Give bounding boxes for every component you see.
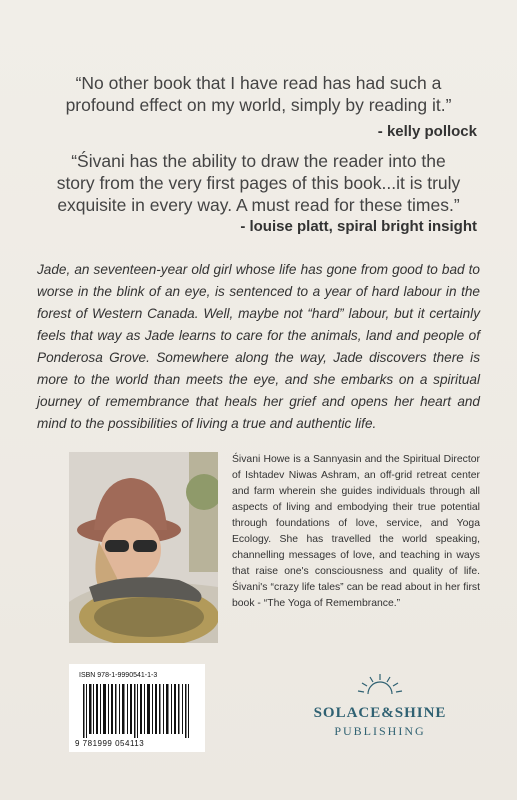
quote-1-author: - kelly pollock (377, 123, 477, 140)
publisher-name: SOLACE&SHINE (313, 705, 447, 721)
author-photo-illustration (69, 452, 218, 643)
barcode (69, 664, 205, 752)
quote-1: “No other book that I have read has had such a profound effect on my world, simply by reading it.” (65, 73, 452, 115)
barcode-bars (77, 684, 197, 738)
isbn-label: ISBN 978-1-9990541-1-3 (79, 672, 158, 679)
book-blurb: Jade, an seventeen-year old girl whose life has gone from good to bad to worse in the blink of an eye, is sentenced to a year of hard labour in the forest of Western Canada. Well, maybe not “hard” labour, but it certainly feels that way as Jade learns to care for the animals, land and people of Ponderosa Grove. Somewhere along the way, Jade discovers there is more to the world than meets the eye, and she embarks on a spiritual journey of remembrance that heals her grief and opens her heart and mind to the possibilities of living a true and authentic life. (37, 262, 480, 431)
quote-2: “Śivani has the ability to draw the reader into the story from the very first pages of this book...it is truly exquisite in every way. A must read for these times.” (56, 151, 461, 215)
publisher-sub: PUBLISHING (334, 724, 426, 738)
sunrise-icon (350, 672, 410, 696)
quote-2-author: - louise platt, spiral bright insight (240, 218, 477, 235)
barcode-digits: 9 781999 054113 (75, 739, 145, 748)
publisher-logo (295, 672, 465, 739)
author-bio: Śivani Howe is a Sannyasin and the Spiritual Director of Ishtadev Niwas Ashram, an off-grid retreat center and farm wherein she guides individuals through all aspects of living and embodying their true potential through foundations of love, service, and Yoga Ecology. She has travelled the world speaking, channelling messages of love, and teaching in ways that raise one's consciousness and quality of life. Śivani's “crazy life tales” can be read about in her first book - “The Yoga of Remembrance.” (232, 454, 480, 609)
author-photo (69, 452, 218, 643)
